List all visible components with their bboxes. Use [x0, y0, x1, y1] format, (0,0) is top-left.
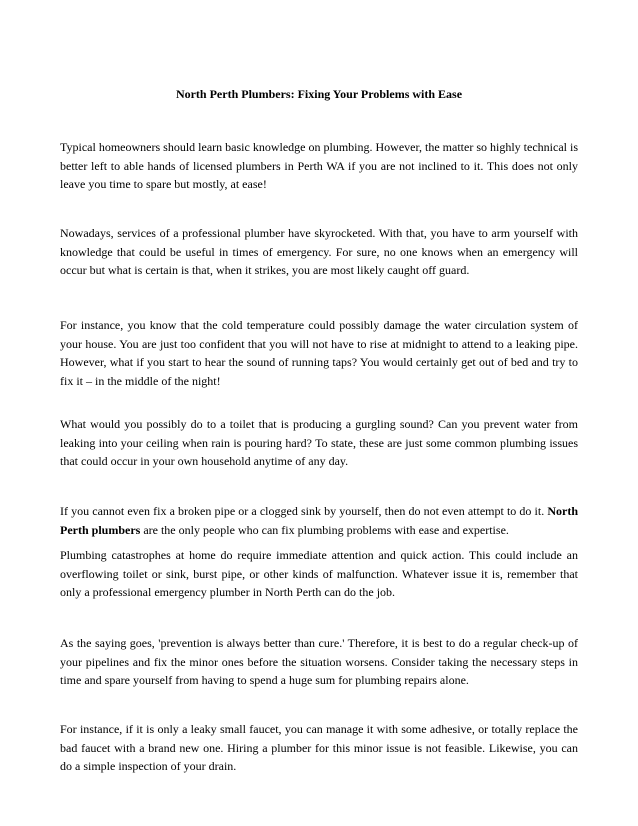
paragraph-prevention: As the saying goes, 'prevention is always better than cure.' Therefore, it is best to do a regular check-up of your pipelines and fix the minor ones before the situation worsens. Consider taking the necessary steps in time and spare yourself from having to spend a huge sum for plumbing repairs alone.	[60, 636, 578, 687]
paragraph-text-before: If you cannot even fix a broken pipe or a clogged sink by yourself, then do not even attempt to do it.	[60, 504, 548, 518]
paragraph-catastrophes: Plumbing catastrophes at home do require immediate attention and quick action. This could include an overflowing toilet or sink, burst pipe, or other kinds of malfunction. Whatever issue it is, remember that only a professional emergency plumber in North Perth can do the job.	[60, 548, 578, 599]
paragraph-cold-temperature: For instance, you know that the cold temperature could possibly damage the water circulation system of your house. You are just too confident that you will not have to rise at midnight to attend to a leaking pipe. However, what if you start to hear the sound of running taps? You would certainly get out of bed and try to fix it – in the middle of the night!	[60, 318, 578, 388]
paragraph-leaky-faucet: For instance, if it is only a leaky small faucet, you can manage it with some adhesive, or totally replace the bad faucet with a brand new one. Hiring a plumber for this minor issue is not feasible. Likewise, you can do a simple inspection of your drain.	[60, 722, 578, 773]
north-perth-plumbers-bold: North Perth plumbers	[60, 504, 578, 537]
document-title: North Perth Plumbers: Fixing Your Problems with Ease	[175, 87, 463, 101]
paragraph-services: Nowadays, services of a professional plumber have skyrocketed. With that, you have to arm yourself with knowledge that could be useful in times of emergency. For sure, no one knows when an emergency will occur but what is certain is that, when it strikes, you are most likely caught off guard.	[60, 226, 578, 277]
paragraph-north-perth-plumbers	[60, 502, 578, 539]
paragraph-intro: Typical homeowners should learn basic knowledge on plumbing. However, the matter so highly technical is better left to able hands of licensed plumbers in Perth WA if you are not inclined to it. This does not only leave you time to spare but mostly, at ease!	[60, 140, 578, 191]
paragraph-text-after: are the only people who can fix plumbing problems with ease and expertise.	[140, 522, 509, 537]
paragraph-toilet: What would you possibly do to a toilet that is producing a gurgling sound? Can you prevent water from leaking into your ceiling when rain is pouring hard? To state, these are just some common plumbing issues that could occur in your own household anytime of any day.	[60, 417, 578, 468]
